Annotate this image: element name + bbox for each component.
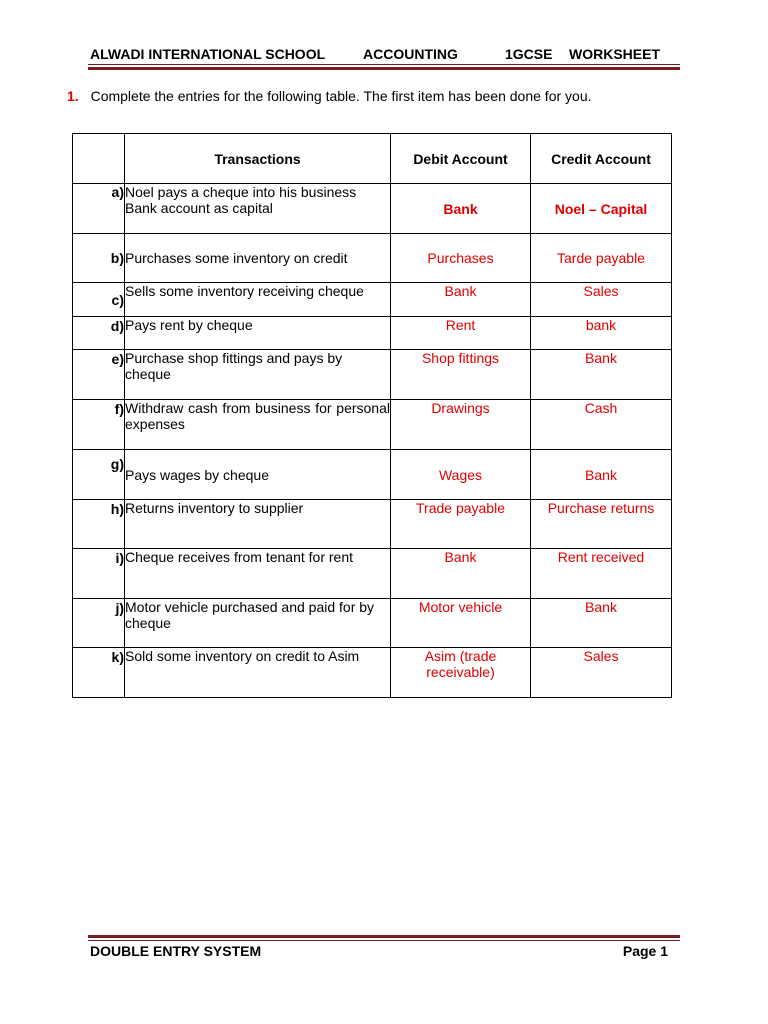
row-label: c): [73, 283, 125, 317]
question-text: Complete the entries for the following table. The first item has been done for you.: [90, 88, 592, 104]
row-debit: Shop fittings: [391, 350, 531, 400]
table-row: [73, 400, 672, 450]
row-debit: Bank: [391, 283, 531, 317]
school-name: ALWADI INTERNATIONAL SCHOOL: [90, 46, 326, 62]
header-transactions: Transactions: [125, 134, 391, 184]
row-label: a): [73, 184, 125, 234]
table-row: [73, 184, 672, 234]
row-credit: Tarde payable: [531, 234, 672, 283]
row-debit: Purchases: [391, 234, 531, 283]
header-debit: Debit Account: [391, 134, 531, 184]
row-label: b): [73, 234, 125, 283]
footer-title: DOUBLE ENTRY SYSTEM: [90, 943, 262, 959]
level-label: 1GCSE: [505, 46, 553, 62]
row-debit: Drawings: [391, 400, 531, 450]
row-transaction: Cheque receives from tenant for rent: [125, 549, 391, 599]
header-credit: Credit Account: [531, 134, 672, 184]
row-credit: Bank: [531, 350, 672, 400]
footer-rule-thin: [88, 940, 680, 941]
row-label: j): [73, 599, 125, 648]
table-row: [73, 234, 672, 283]
row-credit: Sales: [531, 648, 672, 698]
row-label: k): [73, 648, 125, 698]
table-row: [73, 648, 672, 698]
row-credit: Bank: [531, 599, 672, 648]
row-label: i): [73, 549, 125, 599]
row-transaction: Sells some inventory receiving cheque: [125, 283, 391, 317]
row-debit: Wages: [391, 450, 531, 500]
row-credit: Bank: [531, 450, 672, 500]
row-transaction: Returns inventory to supplier: [125, 500, 391, 549]
row-debit: Asim (trade receivable): [391, 648, 531, 698]
row-debit: Motor vehicle: [391, 599, 531, 648]
row-transaction: Withdraw cash from business for personal expenses: [125, 400, 391, 450]
row-credit: Cash: [531, 400, 672, 450]
subject-name: ACCOUNTING: [363, 46, 458, 62]
header-label: [73, 134, 125, 184]
row-debit: Rent: [391, 317, 531, 350]
row-transaction: Purchases some inventory on credit: [125, 234, 391, 283]
row-transaction: Motor vehicle purchased and paid for by cheque: [125, 599, 391, 648]
table-row: [73, 283, 672, 317]
row-label: h): [73, 500, 125, 549]
table-row: [73, 450, 672, 500]
row-debit: Bank: [391, 549, 531, 599]
table-row: [73, 500, 672, 549]
row-label: g): [73, 450, 125, 500]
row-transaction: Noel pays a cheque into his business Bank account as capital: [125, 184, 391, 234]
table-row: [73, 549, 672, 599]
entries-table: [72, 133, 672, 698]
row-transaction: Pays rent by cheque: [125, 317, 391, 350]
header-rule-thin: [88, 64, 680, 65]
row-transaction: Purchase shop fittings and pays by cheque: [125, 350, 391, 400]
row-transaction: Sold some inventory on credit to Asim: [125, 648, 391, 698]
header-rule-thick: [88, 67, 680, 70]
footer-rule-thick: [88, 935, 680, 938]
row-label: e): [73, 350, 125, 400]
question-number: 1.: [67, 88, 79, 104]
table-row: [73, 350, 672, 400]
row-debit: Bank: [391, 184, 531, 234]
row-credit: Rent received: [531, 549, 672, 599]
row-debit: Trade payable: [391, 500, 531, 549]
row-transaction: Pays wages by cheque: [125, 450, 391, 500]
page-number: Page 1: [622, 943, 668, 959]
question: [67, 88, 592, 104]
row-credit: bank: [531, 317, 672, 350]
table-header-row: [73, 134, 672, 184]
table-row: [73, 599, 672, 648]
page-header: [90, 46, 680, 62]
row-label: d): [73, 317, 125, 350]
table-row: [73, 317, 672, 350]
row-credit: Noel – Capital: [531, 184, 672, 234]
doc-type-label: WORKSHEET: [569, 46, 660, 62]
row-credit: Purchase returns: [531, 500, 672, 549]
row-credit: Sales: [531, 283, 672, 317]
row-label: f): [73, 400, 125, 450]
